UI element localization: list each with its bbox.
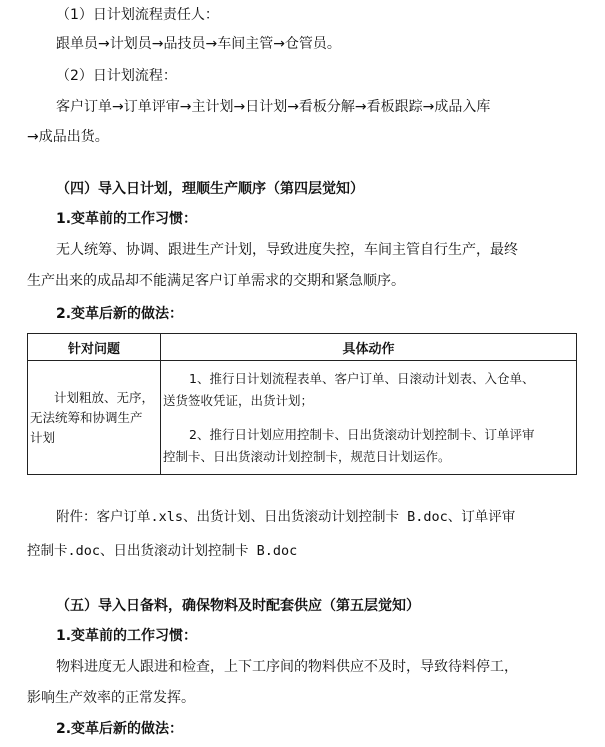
section-1-label: （1）日计划流程责任人： xyxy=(56,7,219,23)
table-row xyxy=(28,361,577,475)
section-5-after-title: 2.变革后新的做法： xyxy=(56,721,184,737)
section-4-before-title: 1.变革前的工作习惯： xyxy=(56,211,198,227)
attachments-line-2: 控制卡.doc、日出货滚动计划控制卡 B.doc xyxy=(27,543,298,559)
issue-line-2: 无法统筹和协调生产 xyxy=(30,409,143,425)
section-4-before-line-1: 无人统筹、协调、跟进生产计划，导致进度失控，车间主管自行生产，最终 xyxy=(56,242,518,258)
action-1-line-1: 1、推行日计划流程表单、客户订单、日滚动计划表、入仓单、 xyxy=(189,370,535,386)
table-header-row xyxy=(28,334,577,361)
section-5-heading: （五）导入日备料，确保物料及时配套供应（第五层觉知） xyxy=(56,598,420,614)
measures-table xyxy=(27,333,577,475)
actions-cell xyxy=(161,361,577,475)
section-4-heading: （四）导入日计划，理顺生产顺序（第四层觉知） xyxy=(56,181,364,197)
section-5-before-line-1: 物料进度无人跟进和检查，上下工序间的物料供应不及时，导致待料停工， xyxy=(56,659,518,675)
section-5-before-line-2: 影响生产效率的正常发挥。 xyxy=(27,690,195,706)
section-2-label: （2）日计划流程： xyxy=(56,68,177,84)
action-2-line-1: 2、推行日计划应用控制卡、日出货滚动计划控制卡、订单评审 xyxy=(189,426,535,442)
section-4-after-title: 2.变革后新的做法： xyxy=(56,306,184,322)
col-header-actions: 具体动作 xyxy=(161,334,577,361)
process-flow-line-2: →成品出货。 xyxy=(27,129,109,145)
section-4-before-line-2: 生产出来的成品却不能满足客户订单需求的交期和紧急顺序。 xyxy=(27,273,405,289)
issue-line-3: 计划 xyxy=(30,429,56,445)
attachments-line-1: 附件：客户订单.xls、出货计划、日出货滚动计划控制卡 B.doc、订单评审 xyxy=(56,509,516,525)
responsible-chain-text: 跟单员→计划员→品技员→车间主管→仓管员。 xyxy=(56,36,341,52)
section-5-before-title: 1.变革前的工作习惯： xyxy=(56,628,198,644)
issue-cell xyxy=(28,361,161,475)
action-2-line-2: 控制卡、日出货滚动计划控制卡，规范日计划运作。 xyxy=(163,448,451,464)
process-flow-line-1: 客户订单→订单评审→主计划→日计划→看板分解→看板跟踪→成品入库 xyxy=(56,99,491,115)
action-1-line-2: 送货签收凭证，出货计划； xyxy=(163,392,314,408)
col-header-issue: 针对问题 xyxy=(28,334,161,361)
issue-line-1: 计划粗放、无序， xyxy=(54,389,155,405)
